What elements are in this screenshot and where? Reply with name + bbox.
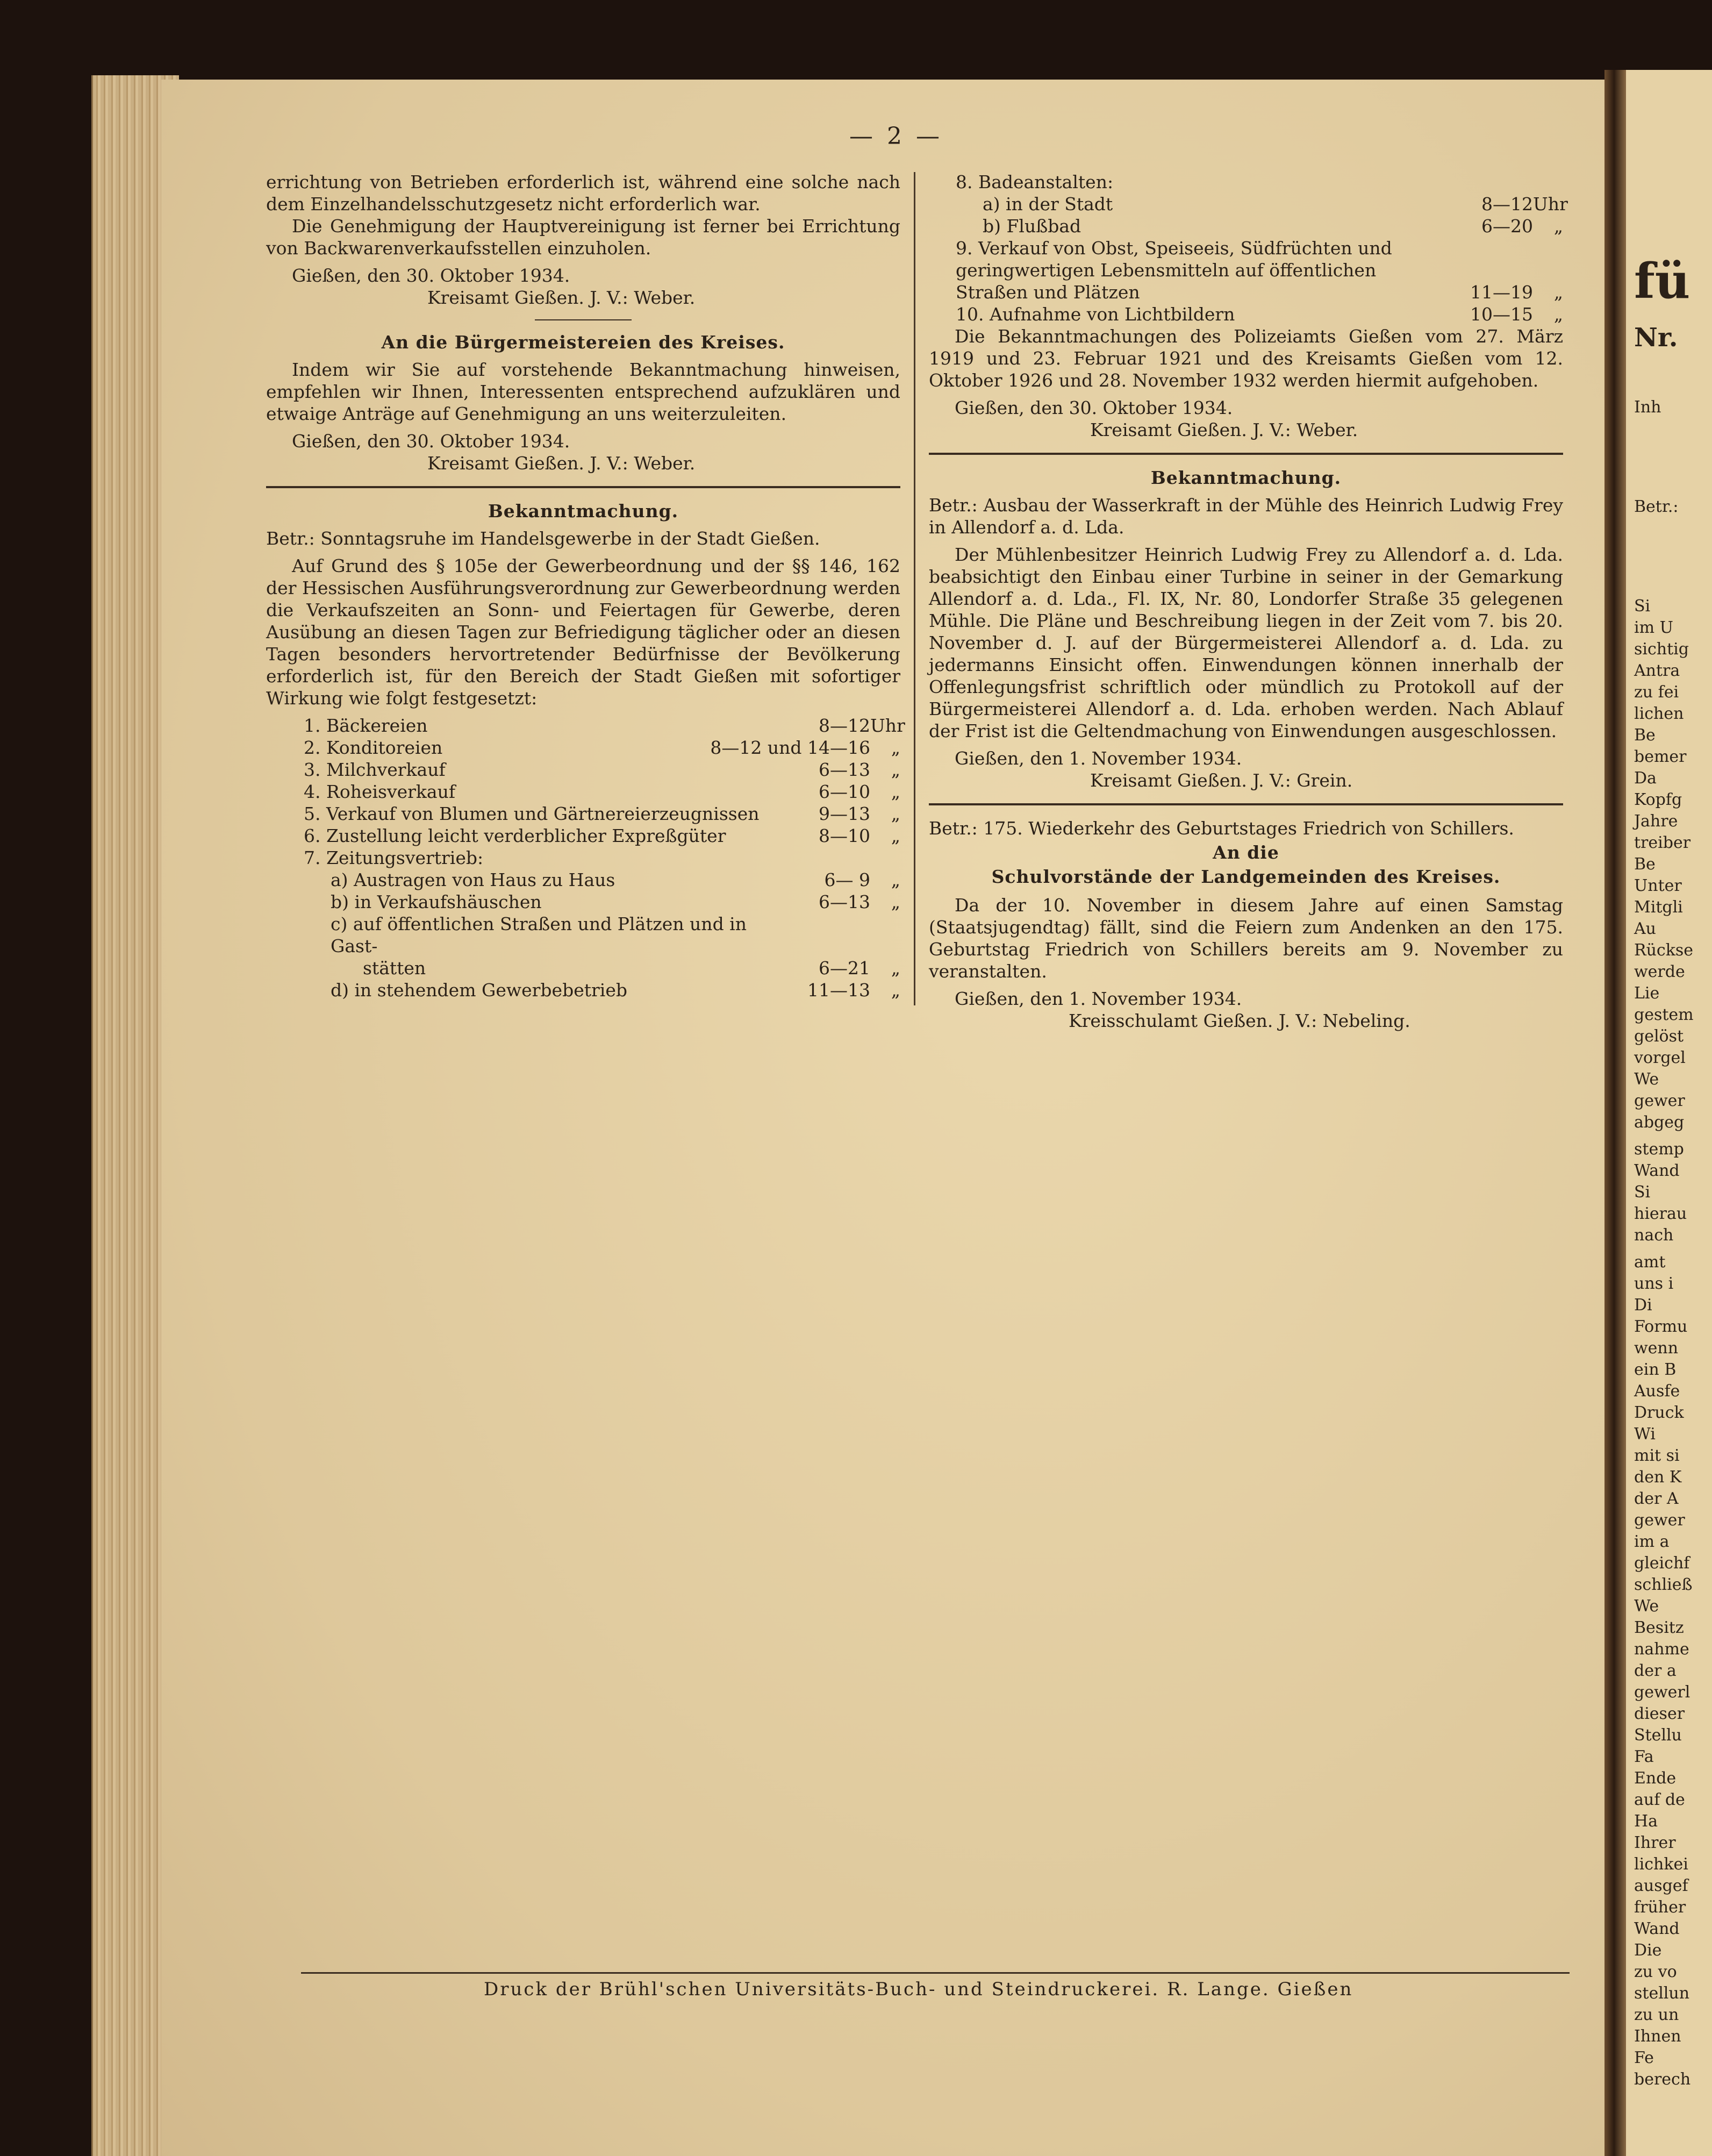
adjacent-page-fragment: sichtig	[1634, 640, 1689, 659]
paragraph: Da der 10. November in diesem Jahre auf einen Samstag (Staatsjugendtag) fällt, sind die Feiern zum Andenken an den 175. Geburtstag Friedrich von Schillers bereits am 9. November zu veranstalten.	[929, 895, 1563, 982]
divider	[266, 486, 900, 488]
adjacent-page-fragment: ausgef	[1634, 1876, 1688, 1895]
adjacent-page-fragment: amt	[1634, 1253, 1666, 1272]
adjacent-page-fragment: Au	[1634, 919, 1656, 938]
adjacent-page-fragment: Kopfg	[1634, 790, 1682, 809]
adjacent-page-fragment: Formu	[1634, 1317, 1688, 1336]
divider	[535, 319, 632, 320]
adjacent-page-fragment: hierau	[1634, 1204, 1687, 1223]
adjacent-page-fragment: bemer	[1634, 747, 1687, 766]
adjacent-page-fragment: Di	[1634, 1296, 1652, 1315]
printer-imprint: Druck der Brühl'schen Universitäts-Buch- und Steindruckerei. R. Lange. Gießen	[484, 1979, 1353, 2000]
adjacent-page-fragment: gewer	[1634, 1091, 1685, 1110]
adjacent-page-fragment: Si	[1634, 597, 1651, 616]
adjacent-page-fragment: Wand	[1634, 1161, 1680, 1180]
list-item: 9. Verkauf von Obst, Speiseeis, Südfrüchten und geringwertigen Lebensmitteln auf öffentlichen Straßen und Plätzen 11—19 „	[956, 238, 1563, 303]
adjacent-page-fragment: lichen	[1634, 704, 1684, 723]
list-subitem: a) in der Stadt 8—12 Uhr	[983, 194, 1568, 215]
adjacent-page-fragment: gewer	[1634, 1511, 1685, 1530]
adjacent-page-fragment: Jahre	[1634, 812, 1678, 831]
adjacent-page-fragment: mit si	[1634, 1446, 1680, 1465]
adjacent-page-fragment: Rückse	[1634, 941, 1694, 960]
subject-line: Betr.: Sonntagsruhe im Handelsgewerbe in der Stadt Gießen.	[266, 528, 820, 549]
section-heading: Bekanntmachung.	[1150, 467, 1342, 488]
adjacent-page-fragment: uns i	[1634, 1274, 1674, 1293]
hours-list	[929, 171, 1568, 325]
paragraph: Auf Grund des § 105e der Gewerbeordnung und der §§ 146, 162 der Hessischen Ausführungsverordnung zur Gewerbeordnung werden die Verkaufszeiten an Sonn- und Feiertagen für Gewerbe, deren Ausübung an diesen Tagen zur Befriedigung täglicher oder an diesen Tagen besonders hervortretender Bedürfnisse der Bevölkerung erforderlich ist, für den Bereich der Stadt Gießen mit sofortiger Wirkung wie folgt festgesetzt:	[266, 555, 900, 709]
adjacent-page-fragment: gestem	[1634, 1005, 1694, 1024]
signature: Kreisamt Gießen. J. V.: Weber.	[427, 287, 696, 308]
adjacent-page-fragment: fü	[1634, 253, 1690, 310]
list-item: 6. Zustellung leicht verderblicher Expreßgüter 8—10 „	[304, 825, 900, 846]
adjacent-page-fragment: Ha	[1634, 1812, 1658, 1831]
adjacent-page-fragment: stemp	[1634, 1140, 1684, 1159]
adjacent-page-fragment: Die	[1634, 1941, 1662, 1960]
place-date: Gießen, den 1. November 1934.	[955, 988, 1242, 1009]
adjacent-page-fragment: stellun	[1634, 1984, 1690, 2003]
adjacent-page-fragment: vorgel	[1634, 1048, 1686, 1067]
paragraph: Der Mühlenbesitzer Heinrich Ludwig Frey zu Allendorf a. d. Lda. beabsichtigt den Einbau einer Turbine in seiner in der Gemarkung Allendorf a. d. Lda., Fl. IX, Nr. 80, Londorfer Straße 35 gelegenen Mühle. Die Pläne und Beschreibung liegen in der Zeit vom 7. bis 20. November d. J. auf der Bürgermeisterei Allendorf a. d. Lda. zu jedermanns Einsicht offen. Einwendungen können innerhalb der Offenlegungsfrist schriftlich oder mündlich zu Protokoll auf der Bürgermeisterei Allendorf a. d. Lda. erhoben werden. Nach Ablauf der Frist ist die Geltendmachung von Einwendungen ausgeschlossen.	[929, 544, 1563, 741]
adjacent-page-fragment: im U	[1634, 618, 1673, 637]
adjacent-page-fragment: Ausfe	[1634, 1382, 1680, 1401]
adjacent-page-fragment: Mitgli	[1634, 898, 1683, 917]
place-date: Gießen, den 30. Oktober 1934.	[955, 397, 1233, 418]
adjacent-page-fragment: im a	[1634, 1532, 1670, 1551]
list-item: 7. Zeitungsvertrieb:	[304, 847, 484, 868]
adjacent-page-fragment: Ihrer	[1634, 1833, 1676, 1852]
book-gutter	[1604, 70, 1626, 2156]
adjacent-page-fragment: zu un	[1634, 2005, 1679, 2024]
adjacent-page-fragment: treiber	[1634, 833, 1691, 852]
adjacent-page-fragment: auf de	[1634, 1790, 1685, 1809]
list-subitem: c) auf öffentlichen Straßen und Plätzen und in Gast-	[331, 913, 747, 956]
list-subitem: d) in stehendem Gewerbebetrieb 11—13 „	[331, 980, 900, 1001]
adjacent-page-fragment: Fa	[1634, 1747, 1654, 1766]
adjacent-page-fragment: den K	[1634, 1468, 1682, 1487]
adjacent-page-fragment: Ihnen	[1634, 2027, 1681, 2046]
list-item: 4. Roheisverkauf 6—10 „	[304, 781, 900, 802]
list-subitem: a) Austragen von Haus zu Haus 6— 9 „	[331, 869, 900, 890]
list-item: 1. Bäckereien 8—12 Uhr	[304, 715, 905, 736]
adjacent-page-fragment: Wi	[1634, 1425, 1656, 1444]
adjacent-page-fragment: nach	[1634, 1226, 1674, 1245]
adjacent-page-fragment: wenn	[1634, 1339, 1679, 1358]
section-heading: An die	[1213, 842, 1279, 863]
adjacent-page-fragment: We	[1634, 1070, 1659, 1089]
place-date: Gießen, den 30. Oktober 1934.	[292, 431, 570, 452]
list-item: 8. Badeanstalten:	[956, 172, 1114, 192]
place-date: Gießen, den 1. November 1934.	[955, 748, 1242, 769]
paragraph: errichtung von Betrieben erforderlich ist, während eine solche nach dem Einzelhandelsschutzgesetz nicht erforderlich war.	[266, 172, 900, 215]
signature: Kreisamt Gießen. J. V.: Weber.	[427, 453, 696, 474]
paragraph: Indem wir Sie auf vorstehende Bekanntmachung hinweisen, empfehlen wir Ihnen, Interessenten entsprechend aufzuklären und etwaige Anträge auf Genehmigung an uns weiterzuleiten.	[266, 359, 900, 424]
adjacent-page-fragment: werde	[1634, 962, 1685, 981]
adjacent-page-fragment: lichkei	[1634, 1855, 1688, 1874]
adjacent-page-fragment: abgeg	[1634, 1113, 1685, 1132]
list-subitem: b) Flußbad 6—20 „	[983, 216, 1563, 237]
signature: Kreisamt Gießen. J. V.: Grein.	[1090, 770, 1353, 791]
adjacent-page-fragment: Stellu	[1634, 1726, 1682, 1745]
list-item: 10. Aufnahme von Lichtbildern 10—15 „	[956, 304, 1563, 325]
adjacent-page-fragment: Si	[1634, 1183, 1651, 1202]
place-date: Gießen, den 30. Oktober 1934.	[292, 265, 570, 286]
divider	[929, 803, 1563, 805]
adjacent-page-fragment: Unter	[1634, 876, 1682, 895]
right-column	[929, 171, 1568, 1032]
adjacent-page-fragment: schließ	[1634, 1575, 1693, 1594]
adjacent-page-fragment: zu vo	[1634, 1962, 1677, 1981]
adjacent-page-fragment: gewerl	[1634, 1683, 1690, 1702]
adjacent-page-fragment: gelöst	[1634, 1027, 1684, 1046]
adjacent-page-fragment: Besitz	[1634, 1618, 1684, 1637]
list-item: 3. Milchverkauf 6—13 „	[304, 759, 900, 780]
adjacent-page-fragment: Nr.	[1634, 323, 1678, 353]
divider	[929, 453, 1563, 455]
signature: Kreisamt Gießen. J. V.: Weber.	[1090, 419, 1358, 440]
adjacent-page-fragment: Ende	[1634, 1769, 1677, 1788]
section-heading: Schulvorstände der Landgemeinden des Kreises.	[991, 866, 1501, 887]
adjacent-page-fragment: nahme	[1634, 1640, 1689, 1659]
adjacent-page-fragment: dieser	[1634, 1704, 1685, 1723]
left-column	[266, 171, 905, 1001]
adjacent-page-fragment: früher	[1634, 1898, 1686, 1917]
adjacent-page-fragment: ein B	[1634, 1360, 1677, 1379]
adjacent-page-fragment: Be	[1634, 726, 1656, 745]
footer-divider	[301, 1972, 1570, 1974]
adjacent-page-fragment: Wand	[1634, 1919, 1680, 1938]
adjacent-page-fragment: Inh	[1634, 398, 1661, 417]
adjacent-page-fragment: Fe	[1634, 2048, 1654, 2067]
adjacent-page-fragment: We	[1634, 1597, 1659, 1616]
list-subitem: stätten 6—21 „	[363, 958, 900, 979]
adjacent-page-fragment: Druck	[1634, 1403, 1684, 1422]
section-heading: Bekanntmachung.	[488, 501, 679, 522]
adjacent-page-fragment: der a	[1634, 1661, 1677, 1680]
section-heading: An die Bürgermeistereien des Kreises.	[381, 332, 785, 353]
paragraph: Die Bekanntmachungen des Polizeiamts Gießen vom 27. März 1919 und 23. Februar 1921 und des Kreisamts Gießen vom 12. Oktober 1926 und 28. November 1932 werden hiermit aufgehoben.	[929, 326, 1563, 391]
adjacent-page-fragment: zu fei	[1634, 683, 1679, 702]
subject-line: Betr.: 175. Wiederkehr des Geburtstages Friedrich von Schillers.	[929, 818, 1514, 839]
paragraph: Die Genehmigung der Hauptvereinigung ist ferner bei Errichtung von Backwarenverkaufsstellen einzuholen.	[266, 216, 900, 259]
signature: Kreisschulamt Gießen. J. V.: Nebeling.	[1069, 1010, 1410, 1031]
adjacent-page-fragment: Antra	[1634, 661, 1680, 680]
adjacent-page-fragment: Betr.:	[1634, 497, 1679, 516]
adjacent-page-fragment: Be	[1634, 855, 1656, 874]
adjacent-page-fragment: gleichf	[1634, 1554, 1690, 1573]
list-item: 5. Verkauf von Blumen und Gärtnereierzeugnissen 9—13 „	[304, 803, 900, 824]
hours-list	[266, 715, 905, 1001]
page-number: — 2 —	[849, 123, 943, 150]
subject-line: Betr.: Ausbau der Wasserkraft in der Mühle des Heinrich Ludwig Frey in Allendorf a. d. Lda.	[929, 495, 1563, 538]
adjacent-page-fragment: berech	[1634, 2070, 1691, 2089]
list-subitem: b) in Verkaufshäuschen 6—13 „	[331, 891, 900, 912]
adjacent-page-fragment: Lie	[1634, 984, 1660, 1003]
column-divider	[914, 172, 915, 1005]
adjacent-page-fragment: der A	[1634, 1489, 1679, 1508]
list-item: 2. Konditoreien 8—12 und 14—16 „	[304, 737, 900, 758]
adjacent-page-fragment: Da	[1634, 769, 1657, 788]
